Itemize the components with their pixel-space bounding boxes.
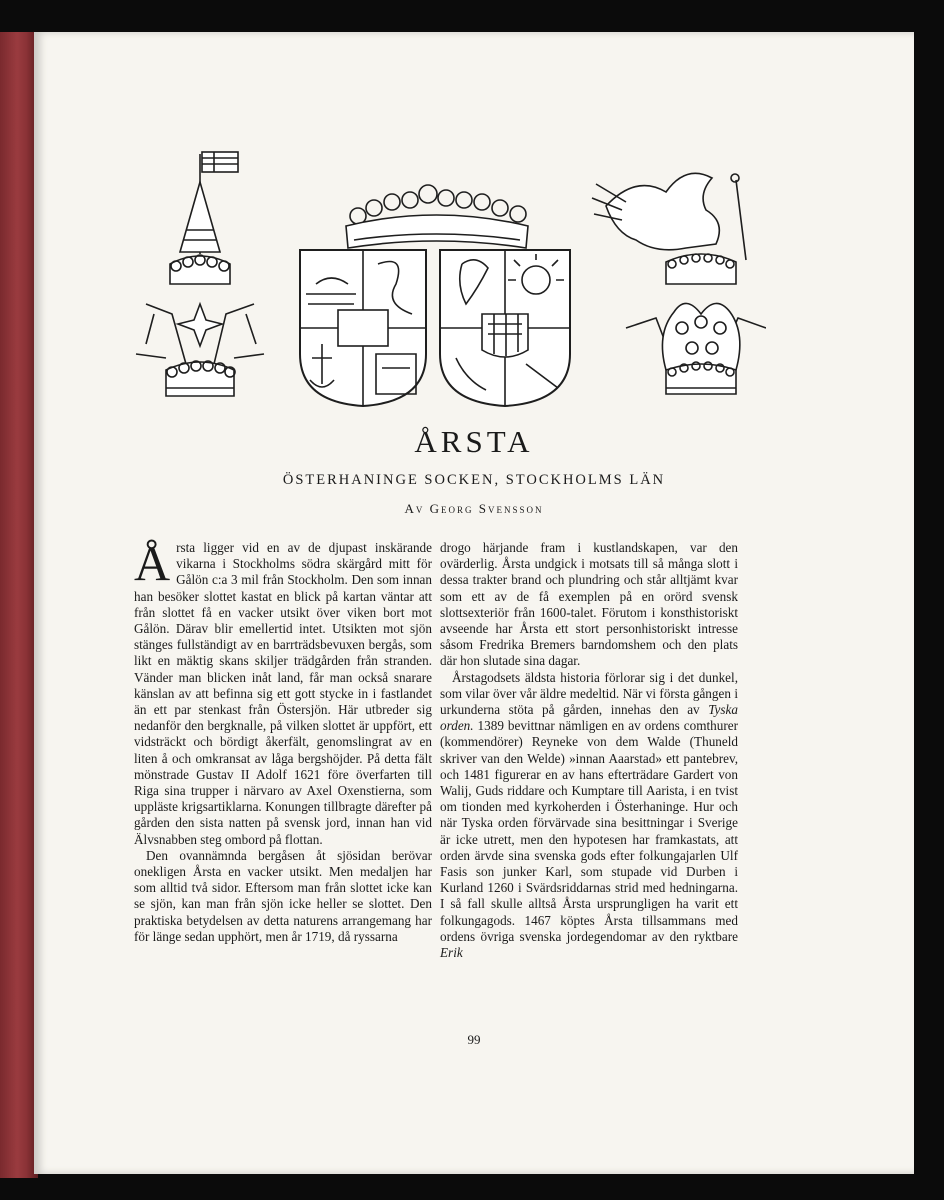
page-number: 99	[467, 1032, 481, 1047]
article-title: ÅRSTA	[414, 424, 534, 459]
paragraph: Den ovannämnda bergåsen åt sjösidan berövar onekligen Årsta en vacker utsikt. Men medaljen har som alltid två sidor. Eftersom man från slottet icke kan se sjön, kan man från sjön icke heller se slottet. Den praktiska betydelsen av detta naturens arrangemang har för länge sedan upphört, men år 1719, då ryssarna	[134, 847, 432, 944]
text-column-right	[440, 540, 738, 961]
paragraph	[440, 670, 738, 962]
italic-text: Erik	[440, 945, 463, 961]
paragraph	[134, 535, 432, 848]
article-byline: Av Georg Svensson	[404, 501, 544, 516]
paragraph: drogo härjande fram i kustlandskapen, var den ovärderlig. Årsta undgick i motsats till så många slott i dessa trakter brand och plundring och står alltjämt kvar som ett av de få exemplen på en orörd svensk slottsexteriör från 1600-talet. Förutom i konsthistoriskt avseende har Årsta ett stort personhistoriskt intresse såsom Fredrika Bremers barndomshem och den plats där hon slutade sina dagar.	[440, 540, 738, 669]
coat-of-arms-icon	[300, 185, 570, 406]
italic-text: Tyska orden.	[440, 702, 738, 734]
drop-cap: Å	[134, 535, 171, 591]
text-column-left	[134, 535, 432, 945]
griffin-crest-icon	[592, 173, 766, 394]
heraldic-illustration	[126, 144, 766, 414]
paragraph-text: 1389 bevittnar nämligen en av ordens comthurer (kommendörer) Reyneke von dem Walde (Thuneld skriver van den Welde) »innan Aaarstad» ett pantebrev, och 1481 figurerar en av hans efterträdare Gardert von Walij, Guds riddare och Kumptare till Aarista, i en tvist om tionden med kyrkoherden i Österhaninge. Hur och när Tyska orden förvärvade sina besittningar i Sverige är icke utrett, men den hypotesen har framkastats, att orden ärvde sina svenska gods efter folkungajarlen Ulf Fasis son junker Karl, som stupade vid Durben i Kurland 1260 i Svärdsriddarnas strid med hedningarna. I så fall skulle alltså Årsta ursprungligen ha varit ett folkungagods. 1467 köptes Årsta tillsammans med ordens övriga svenska jordegendomar av den ryktbare	[440, 718, 738, 944]
book-page	[34, 32, 914, 1174]
paragraph-text: Årstagodsets äldsta historia förlorar sig i det dunkel, som vilar över vår äldre medeltid. När vi första gången i urkunderna stöta på gården, innehas den av	[440, 669, 738, 718]
book-spine	[0, 32, 38, 1178]
article-subtitle: ÖSTERHANINGE SOCKEN, STOCKHOLMS LÄN	[282, 472, 666, 488]
ship-crest-icon	[136, 152, 264, 396]
paragraph-text: rsta ligger vid en av de djupast inskärande vikarna i Stockholms södra skärgård mitt för Gålön c:a 3 mil från Stockholm. Den som innan han besöker slottet kastat en blick på kartan väntar att från slottet få en vacker utsikt över viken bort mot Gålön. Därav blir emellertid intet. Utsikten mot sjön stänges fullständigt av en barrträdsbevuxen bergås, som likt en mäktig skans skiljer trädgården från stranden. Vänder man blicken inåt land, får man också snarare känslan av att befinna sig ett gott stycke in i fastlandet än ett par stenkast från Östersjön. Här utbreder sig nedanför den bergknalle, på vilken slottet är uppfört, ett vidsträckt och bördigt åkerfält, genomslingrat av en liten å och omkransat av låga bergshöjder. På detta fält mönstrade Gustav II Adolf 1621 före överfarten till Riga sina trupper i närvaro av Axel Oxenstierna, som uppläste krigsartiklarna. Konungen tillbragte därefter på gården den sista natten på svensk jord, innan han vid Älvsnabben steg ombord på flottan.	[134, 540, 432, 847]
